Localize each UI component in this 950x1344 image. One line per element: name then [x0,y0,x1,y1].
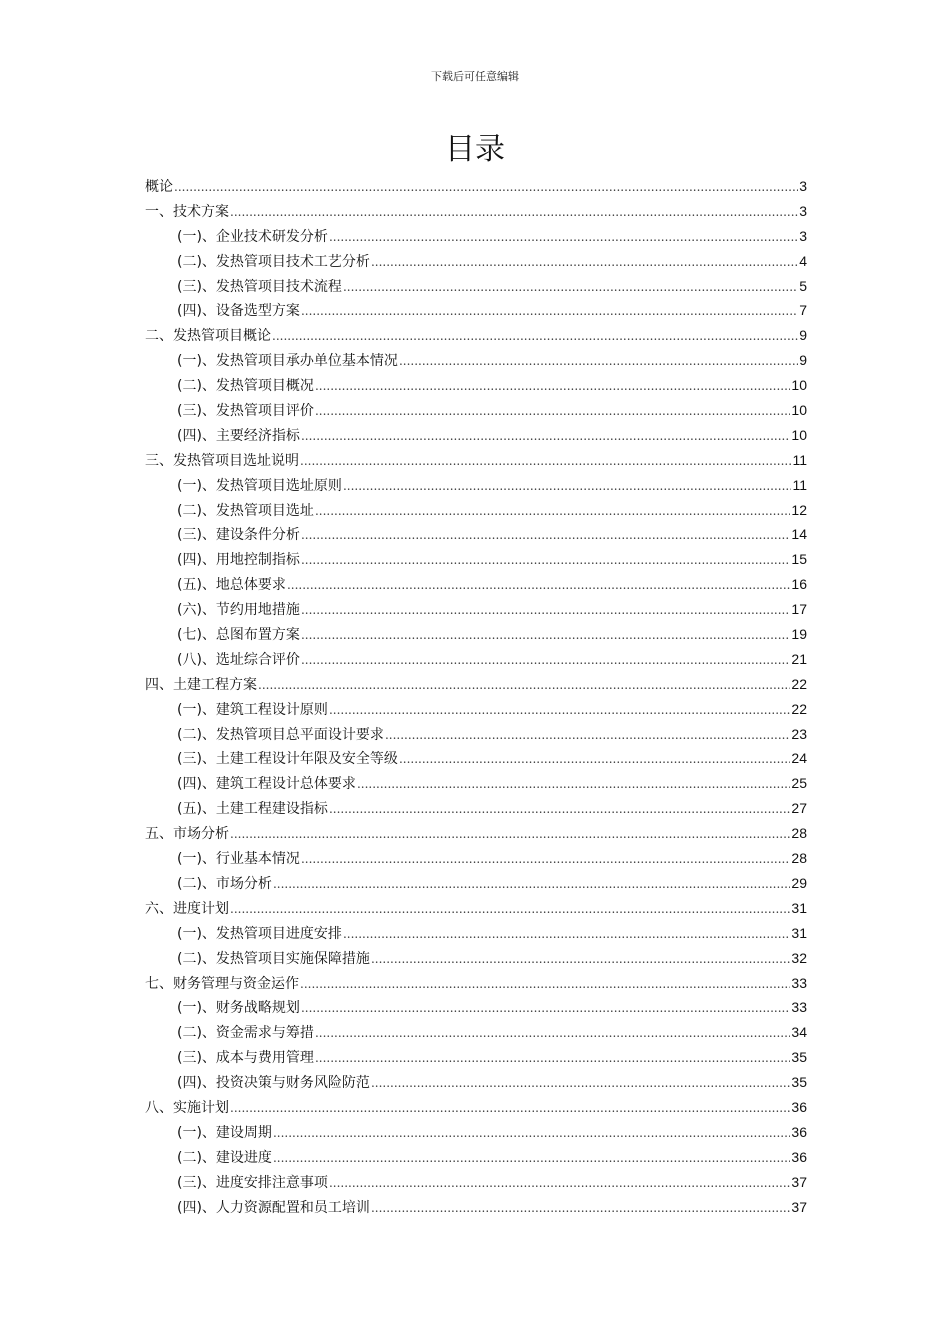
toc-dot-leader [174,175,798,200]
toc-dot-leader [315,1021,790,1046]
toc-entry[interactable] [145,448,807,473]
toc-dot-leader [371,1196,790,1221]
toc-entry-title: (七)、总图布置方案 [177,627,300,644]
toc-entry[interactable] [145,896,807,921]
toc-page-number: 35 [791,1049,807,1066]
toc-entry[interactable] [145,971,807,996]
toc-page-number: 31 [791,899,807,916]
toc-page-number: 9 [799,352,807,369]
toc-dot-leader [399,747,790,772]
toc-entry[interactable] [145,199,807,224]
toc-entry-title: 一、技术方案 [145,203,229,220]
header-note: 下载后可任意编辑 [431,70,519,83]
toc-entry-title: 七、财务管理与资金运作 [145,975,299,992]
toc-entry-title: (二)、发热管项目概况 [177,378,314,395]
toc-dot-leader [272,324,798,349]
toc-entry[interactable] [145,298,807,323]
toc-page-number: 14 [791,526,807,543]
toc-entry-title: (二)、发热管项目技术工艺分析 [177,253,370,270]
toc-page-number: 9 [799,327,807,344]
toc-page-number: 16 [791,576,807,593]
toc-dot-leader [300,449,791,474]
toc-dot-leader [371,250,798,275]
toc-entry-title: (八)、选址综合评价 [177,651,300,668]
toc-entry-title: (四)、投资决策与财务风险防范 [177,1075,370,1092]
toc-page-number: 3 [799,227,807,244]
toc-entry-title: (五)、地总体要求 [177,577,286,594]
toc-entry-title: (一)、建筑工程设计原则 [177,701,328,718]
toc-entry[interactable] [145,373,807,398]
toc-page-number: 33 [791,974,807,991]
toc-entry[interactable] [145,597,807,622]
toc-page-number: 28 [791,850,807,867]
toc-page-number: 36 [791,1148,807,1165]
toc-entry-title: (二)、发热管项目选址 [177,502,314,519]
toc-entry[interactable] [145,1145,807,1170]
toc-entry-title: (一)、财务战略规划 [177,1000,300,1017]
toc-entry-title: (一)、建设周期 [177,1124,272,1141]
toc-entry[interactable] [145,423,807,448]
toc-page-number: 36 [791,1123,807,1140]
toc-dot-leader [343,474,792,499]
toc-entry[interactable] [145,921,807,946]
toc-entry-title: 八、实施计划 [145,1099,229,1116]
toc-entry-title: (二)、市场分析 [177,875,272,892]
toc-entry[interactable] [145,498,807,523]
toc-entry[interactable] [145,547,807,572]
toc-page-number: 4 [799,252,807,269]
toc-dot-leader [371,947,790,972]
toc-entry[interactable] [145,224,807,249]
toc-entry[interactable] [145,697,807,722]
toc-entry-title: (一)、发热管项目承办单位基本情况 [177,353,398,370]
toc-entry-title: (三)、建设条件分析 [177,527,300,544]
toc-entry[interactable] [145,846,807,871]
toc-entry[interactable] [145,622,807,647]
toc-entry-title: 五、市场分析 [145,826,229,843]
toc-entry[interactable] [145,796,807,821]
toc-entry[interactable] [145,722,807,747]
toc-title: 目录 [445,132,505,167]
toc-dot-leader [385,723,790,748]
toc-page-number: 11 [792,451,807,468]
toc-page-number: 17 [791,601,807,618]
toc-page-number: 29 [791,874,807,891]
toc-entry-title: (三)、成本与费用管理 [177,1050,314,1067]
toc-entry[interactable] [145,821,807,846]
toc-entry-title: (三)、发热管项目技术流程 [177,278,342,295]
toc-dot-leader [329,225,798,250]
toc-dot-leader [343,922,790,947]
toc-page-number: 31 [791,924,807,941]
toc-entry[interactable] [145,473,807,498]
toc-entry[interactable] [145,323,807,348]
toc-entry[interactable] [145,174,807,199]
toc-page-number: 11 [792,476,807,493]
toc-page-number: 25 [791,775,807,792]
toc-page-number: 10 [791,402,807,419]
toc-dot-leader [230,822,790,847]
toc-entry-title: (三)、土建工程设计年限及安全等级 [177,751,398,768]
toc-dot-leader [399,349,798,374]
toc-entry[interactable] [145,1195,807,1220]
toc-entry[interactable] [145,1095,807,1120]
toc-page-number: 28 [791,825,807,842]
toc-page-number: 3 [799,178,807,194]
toc-entry-title: (五)、土建工程建设指标 [177,801,328,818]
toc-dot-leader [301,523,790,548]
toc-entry-title: (三)、进度安排注意事项 [177,1174,328,1191]
toc-page-number: 37 [791,1173,807,1190]
toc-entry-title: (一)、发热管项目进度安排 [177,925,342,942]
toc-dot-leader [230,897,790,922]
toc-dot-leader [301,996,790,1021]
toc-entry-title: (一)、企业技术研发分析 [177,228,328,245]
toc-dot-leader [315,374,790,399]
toc-page-number: 32 [791,949,807,966]
toc-entry-title: 六、进度计划 [145,900,229,917]
toc-entry-title: (四)、主要经济指标 [177,427,300,444]
toc-page-number: 15 [791,551,807,568]
toc-page-number: 10 [791,377,807,394]
toc-entry-title: (二)、发热管项目总平面设计要求 [177,726,384,743]
toc-dot-leader [273,1146,790,1171]
toc-page-number: 27 [791,800,807,817]
toc-page-number: 21 [791,650,807,667]
toc-entry-title: (四)、用地控制指标 [177,552,300,569]
toc-dot-leader [371,1071,790,1096]
toc-entry[interactable] [145,946,807,971]
toc-dot-leader [301,623,790,648]
toc-entry-title: (六)、节约用地措施 [177,602,300,619]
toc-entry-title: 四、土建工程方案 [145,676,257,693]
toc-entry-title: (一)、行业基本情况 [177,851,300,868]
toc-entry[interactable] [145,771,807,796]
toc-page-number: 37 [791,1198,807,1215]
toc-dot-leader [329,1171,790,1196]
toc-dot-leader [301,648,790,673]
toc-page-number: 36 [791,1098,807,1115]
toc-entry[interactable] [145,1070,807,1095]
toc-page-number: 10 [791,426,807,443]
toc-entry[interactable] [145,1120,807,1145]
toc-dot-leader [329,797,790,822]
toc-entry[interactable] [145,348,807,373]
toc-entry-title: 二、发热管项目概论 [145,328,271,345]
toc-dot-leader [230,200,798,225]
toc-page-number: 24 [791,750,807,767]
toc-page-number: 23 [791,725,807,742]
toc-dot-leader [273,1121,790,1146]
toc-entry-title: (三)、发热管项目评价 [177,403,314,420]
toc-dot-leader [301,548,790,573]
toc-entry[interactable] [145,572,807,597]
toc-dot-leader [315,1046,790,1071]
toc-page-number: 5 [799,277,807,294]
toc-entry[interactable] [145,522,807,547]
toc-dot-leader [357,772,790,797]
toc-entry-title: (一)、发热管项目选址原则 [177,477,342,494]
toc-entry[interactable] [145,746,807,771]
toc-dot-leader [315,499,790,524]
toc-entry[interactable] [145,1045,807,1070]
toc-page-number: 33 [791,999,807,1016]
toc-entry[interactable] [145,1170,807,1195]
toc-dot-leader [287,573,790,598]
toc-dot-leader [301,424,790,449]
toc-entry[interactable] [145,647,807,672]
toc-page-number: 35 [791,1074,807,1091]
toc-dot-leader [301,847,790,872]
toc-entry[interactable] [145,274,807,299]
toc-entry-title: (二)、建设进度 [177,1149,272,1166]
toc-page-number: 3 [799,202,807,219]
toc-page-number: 34 [791,1024,807,1041]
toc-entry[interactable] [145,249,807,274]
toc-page-number: 12 [791,501,807,518]
toc-entry[interactable] [145,995,807,1020]
toc-page-number: 7 [799,302,807,319]
toc-dot-leader [301,299,798,324]
toc-dot-leader [300,972,790,997]
toc-entry-title: 概论 [145,179,173,195]
toc-dot-leader [315,399,790,424]
toc-dot-leader [343,275,798,300]
toc-entry-title: (四)、设备选型方案 [177,303,300,320]
toc-page-number: 22 [791,675,807,692]
toc-dot-leader [258,673,790,698]
toc-dot-leader [329,698,790,723]
toc-entry-title: (四)、人力资源配置和员工培训 [177,1199,370,1216]
toc-entry-title: 三、发热管项目选址说明 [145,452,299,469]
table-of-contents [145,174,807,1219]
toc-entry-title: (二)、资金需求与筹措 [177,1025,314,1042]
toc-dot-leader [230,1096,790,1121]
toc-entry-title: (四)、建筑工程设计总体要求 [177,776,356,793]
toc-page-number: 22 [791,700,807,717]
toc-entry[interactable] [145,672,807,697]
toc-dot-leader [273,872,790,897]
toc-entry[interactable] [145,871,807,896]
toc-dot-leader [301,598,790,623]
toc-entry-title: (二)、发热管项目实施保障措施 [177,950,370,967]
toc-entry[interactable] [145,1020,807,1045]
toc-entry[interactable] [145,398,807,423]
toc-page-number: 19 [791,626,807,643]
